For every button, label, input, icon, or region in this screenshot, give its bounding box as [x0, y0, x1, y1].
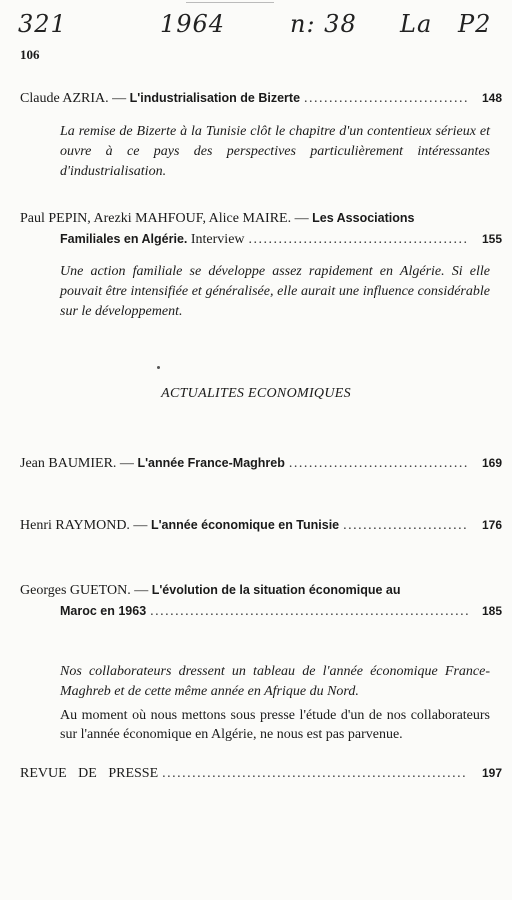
dot-leader	[150, 602, 468, 622]
section-heading: ACTUALITES ECONOMIQUES	[161, 386, 351, 401]
entry-abstract: La remise de Bizerte à la Tunisie clôt le chapitre d'un contentieux sérieux et ouvre à ce pays des perspectives particulièrement intéressantes d'industrialisation.	[60, 124, 490, 179]
entry-title-cont: Maroc en 1963	[60, 604, 147, 618]
toc-entry	[20, 515, 502, 536]
top-rule	[186, 2, 274, 3]
note-plain: Au moment où nous mettons sous presse l'étude d'un de nos collaborateurs sur l'année économique en Algérie, ne nous est pas parvenue.	[60, 708, 490, 742]
entry-title: Les Associations	[312, 211, 415, 225]
handwritten-year: 1964	[160, 10, 226, 38]
handwritten-p2: P2	[458, 10, 492, 38]
dot-leader	[304, 89, 468, 109]
dot-leader	[249, 230, 468, 250]
toc-entry	[20, 580, 502, 622]
entry-page: 169	[481, 456, 502, 470]
entry-title: L'année économique en Tunisie	[150, 518, 340, 532]
entry-suffix: Interview	[190, 232, 245, 247]
toc-entry-revue	[20, 763, 502, 784]
toc-entry	[20, 208, 502, 250]
entry-title: L'industrialisation de Bizerte	[129, 91, 301, 105]
toc-entry	[20, 453, 502, 474]
dot-leader	[343, 516, 468, 536]
entry-title-cont: Familiales en Algérie.	[60, 232, 188, 246]
entry-page: 185	[481, 604, 502, 618]
revue-label: REVUE DE PRESSE	[20, 766, 159, 781]
entry-page: 148	[481, 91, 502, 105]
entry-title: L'année France-Maghreb	[137, 456, 285, 470]
handwritten-ref: 321	[18, 10, 67, 38]
entry-page: 176	[481, 518, 502, 532]
entry-author: Paul PEPIN, Arezki MAHFOUF, Alice MAIRE. —	[20, 211, 309, 226]
print-speck	[157, 366, 160, 369]
entry-author: Georges GUETON. —	[20, 583, 149, 598]
toc-entry	[20, 88, 502, 109]
dot-leader	[162, 764, 468, 784]
entry-author: Jean BAUMIER. —	[20, 456, 134, 471]
entry-abstract: Une action familiale se développe assez rapidement en Algérie. Si elle pouvait être intensifiée et généralisée, elle aurait une influence considérable sur le développement.	[60, 264, 490, 319]
handwritten-issue: n: 38	[290, 10, 357, 38]
entry-title: L'évolution de la situation économique au	[151, 583, 401, 597]
entry-page: 155	[481, 232, 502, 246]
entry-author: Claude AZRIA. —	[20, 91, 127, 106]
note-italic: Nos collaborateurs dressent un tableau de l'année économique France-Maghreb et de cette même année en Afrique du Nord.	[60, 664, 490, 699]
page-number: 106	[20, 47, 40, 62]
dot-leader	[289, 454, 468, 474]
revue-page: 197	[481, 766, 502, 780]
entry-author: Henri RAYMOND. —	[20, 518, 148, 533]
handwritten-la: La	[400, 10, 433, 38]
